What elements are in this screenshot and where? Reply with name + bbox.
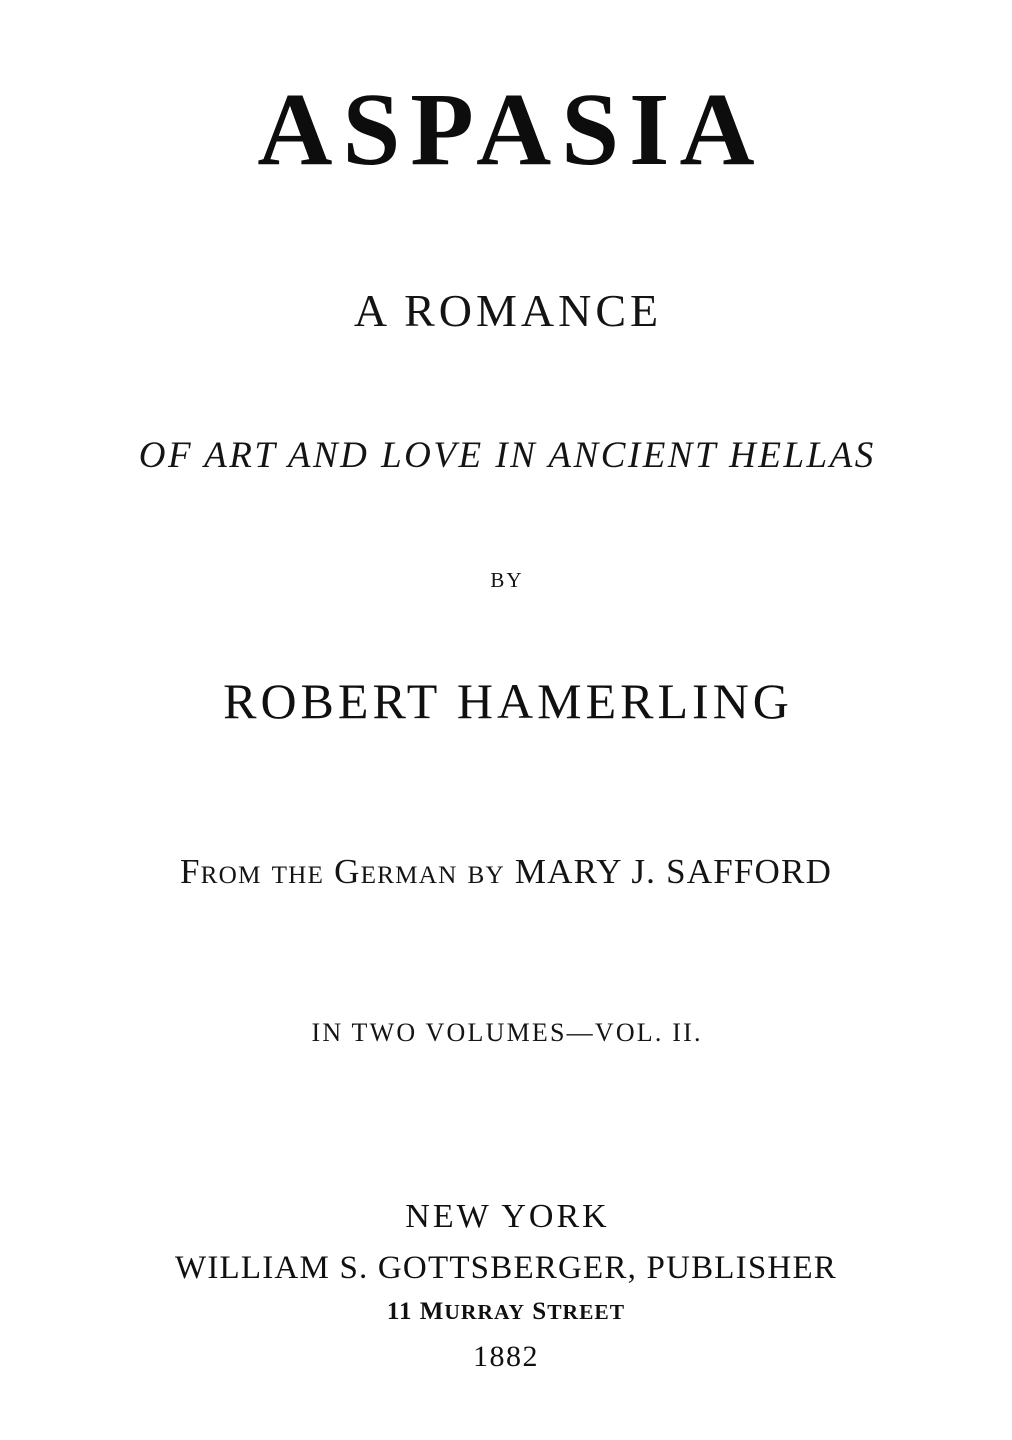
imprint-street-number: 11 (386, 1298, 413, 1325)
imprint-city: NEW YORK (405, 1198, 610, 1235)
byline-label: BY (490, 568, 524, 592)
imprint-street-name-rest: URRAY (444, 1300, 526, 1324)
page-title: ASPASIA (257, 72, 765, 187)
translator-from-initial: F (179, 852, 201, 891)
translator-credit (0, 852, 1012, 892)
imprint-year: 1882 (473, 1340, 539, 1373)
translator-name: MARY J. SAFFORD (514, 852, 833, 891)
volume-statement: IN TWO VOLUMES—VOL. II. (311, 1018, 703, 1047)
author-name: ROBERT HAMERLING (223, 673, 793, 729)
translator-from-rest: ROM (200, 862, 262, 889)
imprint-street (0, 1298, 1012, 1326)
translator-by: BY (467, 862, 505, 889)
imprint-publisher: WILLIAM S. GOTTSBERGER, PUBLISHER (174, 1250, 838, 1286)
imprint-street-type-rest: TREET (547, 1300, 626, 1324)
page-subtitle-secondary: OF ART AND LOVE IN ANCIENT HELLAS (138, 435, 876, 476)
imprint-street-type-initial: S (532, 1298, 548, 1325)
translator-german-initial: G (334, 852, 361, 891)
imprint-street-name-initial: M (419, 1298, 445, 1325)
page-subtitle: A ROMANCE (353, 285, 663, 336)
translator-the: THE (271, 862, 325, 889)
translator-german-rest: ERMAN (360, 862, 458, 889)
